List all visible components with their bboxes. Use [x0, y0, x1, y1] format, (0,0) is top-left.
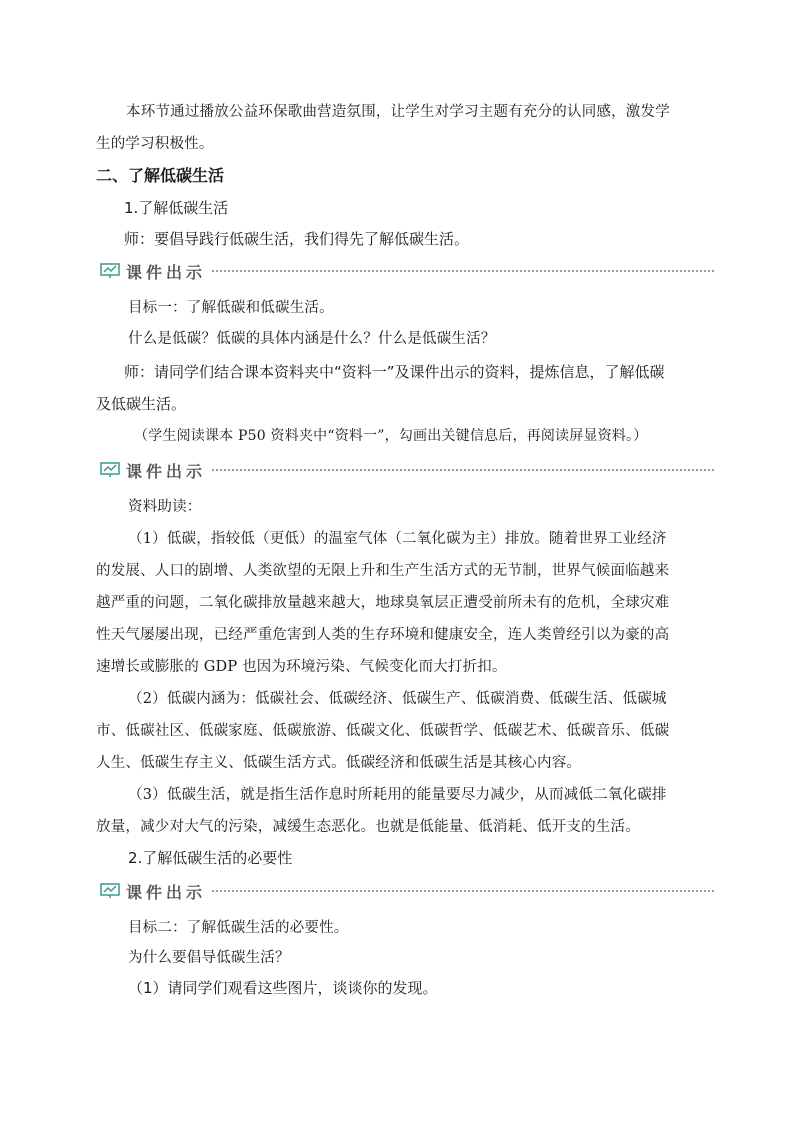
question-1: 什么是低碳？低碳的具体内涵是什么？什么是低碳生活？ [128, 331, 496, 347]
banner-label: 课件出示 [126, 461, 207, 481]
task-1: （1）请同学们观看这些图片，谈谈你的发现。 [128, 979, 438, 997]
material-2-line-1: （2）低碳内涵为：低碳社会、低碳经济、低碳生产、低碳消费、低碳生活、低碳城 [128, 691, 667, 707]
material-1-line-1: （1）低碳，指较低（更低）的温室气体（二氧化碳为主）排放。随着世界工业经济 [128, 531, 667, 547]
banner-label: 课件出示 [126, 262, 207, 282]
material-1-line-3: 越严重的问题，二氧化碳排放量越来越大，地球臭氧层正遭受前所未有的危机，全球灾难 [96, 595, 670, 611]
intro-line-1: 本环节通过播放公益环保歌曲营造氛围，让学生对学习主题有充分的认同感，激发学 [126, 104, 670, 120]
material-3-line-2: 放量，减少对大气的污染，减缓生态恶化。也就是低能量、低消耗、低开支的生活。 [96, 819, 640, 835]
teacher-line-2b: 及低碳生活。 [96, 395, 187, 413]
dotted-rule [212, 890, 714, 892]
material-3-line-1: （3）低碳生活，就是指生活作息时所耗用的能量要尽力减少，从而减低二氧化碳排 [128, 787, 667, 803]
dotted-rule [212, 270, 714, 272]
presentation-chart-icon [100, 883, 120, 899]
intro-line-2: 生的学习积极性。 [96, 136, 214, 152]
material-2-line-3: 人生、低碳生存主义、低碳生活方式。低碳经济和低碳生活是其核心内容。 [96, 755, 582, 771]
presentation-chart-icon [100, 263, 120, 279]
material-1-line-2: 的发展、人口的剧增、人类欲望的无限上升和生产生活方式的无节制，世界气候面临越来 [96, 563, 670, 579]
courseware-banner-1 [100, 260, 714, 282]
material-title: 资料助读： [128, 499, 202, 515]
banner-label: 课件出示 [126, 882, 207, 902]
goal-1: 目标一：了解低碳和低碳生活。 [128, 300, 334, 316]
dotted-rule [212, 469, 714, 471]
section-heading-2: 二、了解低碳生活 [96, 166, 225, 185]
material-1-line-4: 性天气屡屡出现，已经严重危害到人类的生存环境和健康安全，连人类曾经引以为豪的高 [96, 627, 670, 643]
material-2-line-2: 市、低碳社区、低碳家庭、低碳旅游、低碳文化、低碳哲学、低碳艺术、低碳音乐、低碳 [96, 723, 670, 739]
presentation-chart-icon [100, 462, 120, 478]
subheading-1: 1.了解低碳生活 [124, 199, 229, 217]
courseware-banner-3 [100, 880, 714, 902]
question-2: 为什么要倡导低碳生活？ [128, 950, 290, 966]
goal-2: 目标二：了解低碳生活的必要性。 [128, 920, 349, 936]
teacher-line-2a: 师：请同学们结合课本资料夹中“资料一”及课件出示的资料，提炼信息，了解低碳 [124, 363, 665, 381]
courseware-banner-2 [100, 459, 714, 481]
student-note: （学生阅读课本 P50 资料夹中“资料一”，勾画出关键信息后，再阅读屏显资料。） [134, 428, 648, 444]
subheading-2: 2.了解低碳生活的必要性 [128, 849, 293, 867]
teacher-line-1: 师：要倡导践行低碳生活，我们得先了解低碳生活。 [124, 230, 470, 248]
material-1-line-5: 速增长或膨胀的 GDP 也因为环境污染、气候变化而大打折扣。 [96, 659, 507, 675]
